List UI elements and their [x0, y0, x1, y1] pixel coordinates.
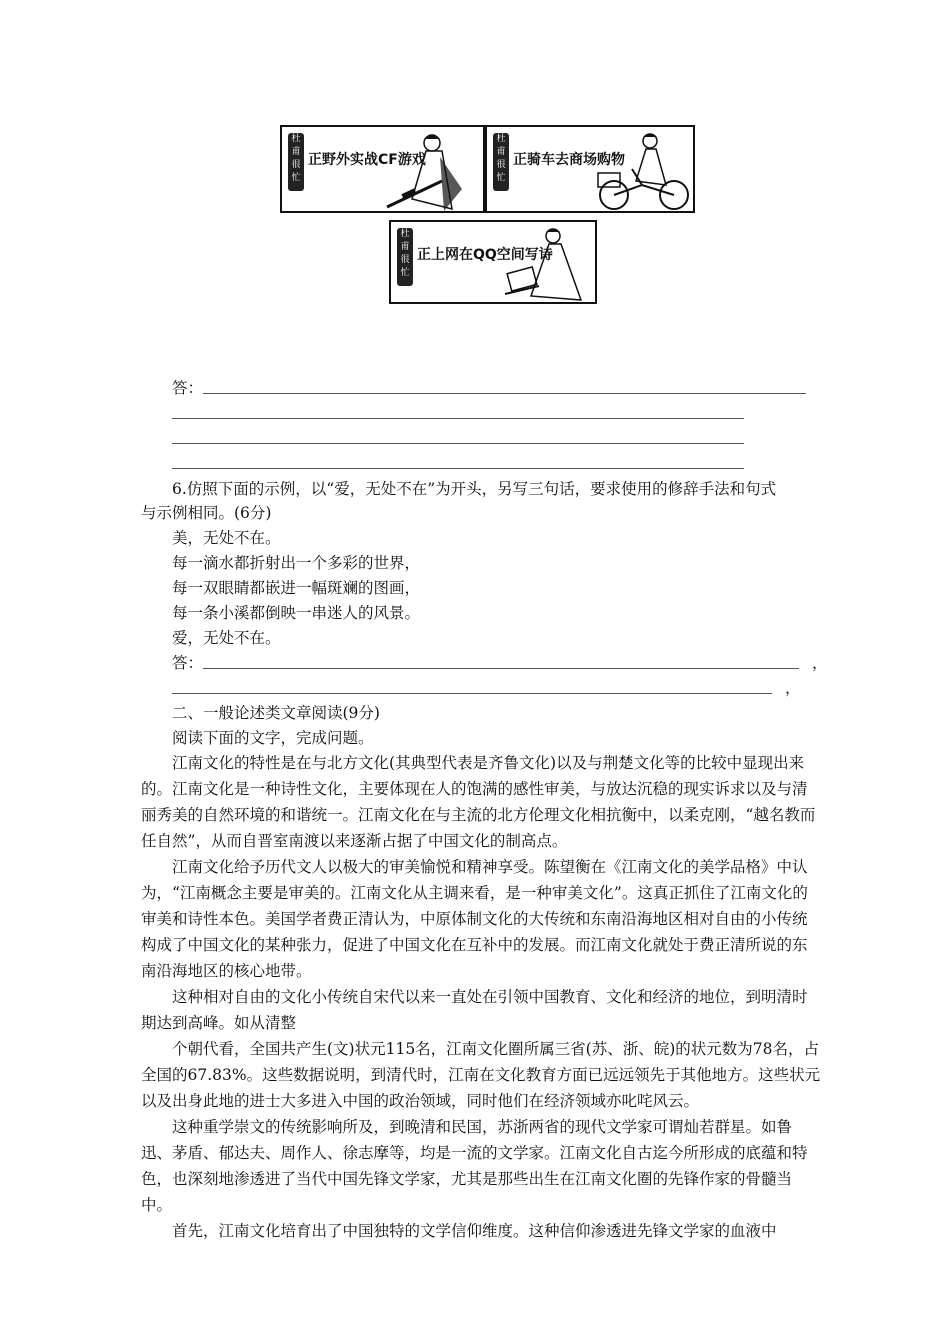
seal-stamp: 杜 甫 很 忙 — [397, 228, 413, 286]
paragraph: 江南文化给予历代文人以极大的审美愉悦和精神享受。陈望衡在《江南文化的美学品格》中认为，“江南概念主要是审美的。江南文化从主调来看，是一种审美文化”。这真正抓住了江南文化的审美和诗性本色。美国学者费正清认为，中原体制文化的大传统和东南沿海地区相对自由的小传统构成了中国文化的某种张力，促进了中国文化在互补中的发展。而江南文化就处于费正清所说的东南沿海地区的核心地带。 — [141, 858, 808, 980]
paragraph: 江南文化的特性是在与北方文化(其典型代表是齐鲁文化)以及与荆楚文化等的比较中显现出来的。江南文化是一种诗性文化，主要体现在人的饱满的感性审美，与放达沉稳的现实诉求以及与清丽秀美的自然环境的和谐统一。江南文化在与主流的北方伦理文化相抗衡中，以柔克刚，“越名教而任自然”，从而自晋室南渡以来逐渐占据了中国文化的制高点。 — [141, 754, 816, 850]
paragraph: 个朝代看，全国共产生(文)状元115名，江南文化圈所属三省(苏、浙、皖)的状元数为78名，占全国的67.83%。这些数据说明，到清代时，江南在文化教育方面已远远领先于其他地方。这些状元以及出身此地的进士大多进入中国的政治领域，同时他们在经济领域亦叱咤风云。 — [141, 1040, 821, 1110]
comic-panel-qq — [389, 220, 597, 304]
laptop-figure-illustration — [495, 224, 595, 304]
comic-panel-bicycle — [485, 125, 695, 213]
paragraph: 首先，江南文化培育出了中国独特的文学信仰维度。这种信仰渗透进先锋文学家的血液中 — [172, 1222, 777, 1240]
answer-line[interactable] — [172, 693, 772, 694]
instruction: 阅读下面的文字，完成问题。 — [172, 729, 374, 747]
start-line: 爱，无处不在。 — [172, 629, 281, 647]
q6-prompt-cont: 与示例相同。(6分) — [141, 504, 272, 522]
answer-line[interactable] — [203, 393, 806, 394]
answer-label: 答： — [172, 379, 204, 397]
example-line: 每一双眼睛都嵌进一幅斑斓的图画， — [172, 579, 421, 597]
paragraph: 这种相对自由的文化小传统自宋代以来一直处在引领中国教育、文化和经济的地位，到明清时期达到高峰。如从清整 — [141, 988, 808, 1032]
paragraph: 这种重学崇文的传统影响所及，到晚清和民国，苏浙两省的现代文学家可谓灿若群星。如鲁迅、茅盾、郁达夫、周作人、徐志摩等，均是一流的文学家。江南文化自古迄今所形成的底蕴和特色，也深刻地渗透进了当代中国先锋文学家，尤其是那些出生在江南文化圈的先锋作家的骨髓当中。 — [141, 1118, 808, 1214]
answer-line[interactable] — [172, 443, 744, 444]
comic-caption: 正骑车去商场购物 — [513, 152, 625, 168]
comma: ， — [785, 679, 801, 697]
answer-line[interactable] — [203, 668, 799, 669]
example-line: 美，无处不在。 — [172, 529, 281, 547]
seal-stamp: 杜 甫 很 忙 — [288, 133, 304, 191]
q6-prompt: 6.仿照下面的示例，以“爱，无处不在”为开头，另写三句话，要求使用的修辞手法和句式 — [172, 480, 777, 498]
comma: ， — [812, 654, 828, 672]
section-heading: 二、一般论述类文章阅读(9分) — [172, 704, 380, 722]
sniper-figure-illustration — [382, 129, 482, 213]
example-line: 每一条小溪都倒映一串迷人的风景。 — [172, 604, 421, 622]
article-body — [141, 750, 821, 1244]
comic-panel-cf — [280, 125, 485, 213]
seal-stamp: 杜 甫 很 忙 — [493, 133, 509, 191]
answer-line[interactable] — [172, 468, 744, 469]
example-line: 每一滴水都折射出一个多彩的世界， — [172, 554, 421, 572]
comic-caption: 正上网在QQ空间写诗 — [417, 247, 553, 263]
bicycle-figure-illustration — [592, 129, 692, 213]
answer-label: 答： — [172, 654, 204, 672]
comic-caption: 正野外实战CF游戏 — [308, 152, 426, 168]
answer-line[interactable] — [172, 418, 744, 419]
